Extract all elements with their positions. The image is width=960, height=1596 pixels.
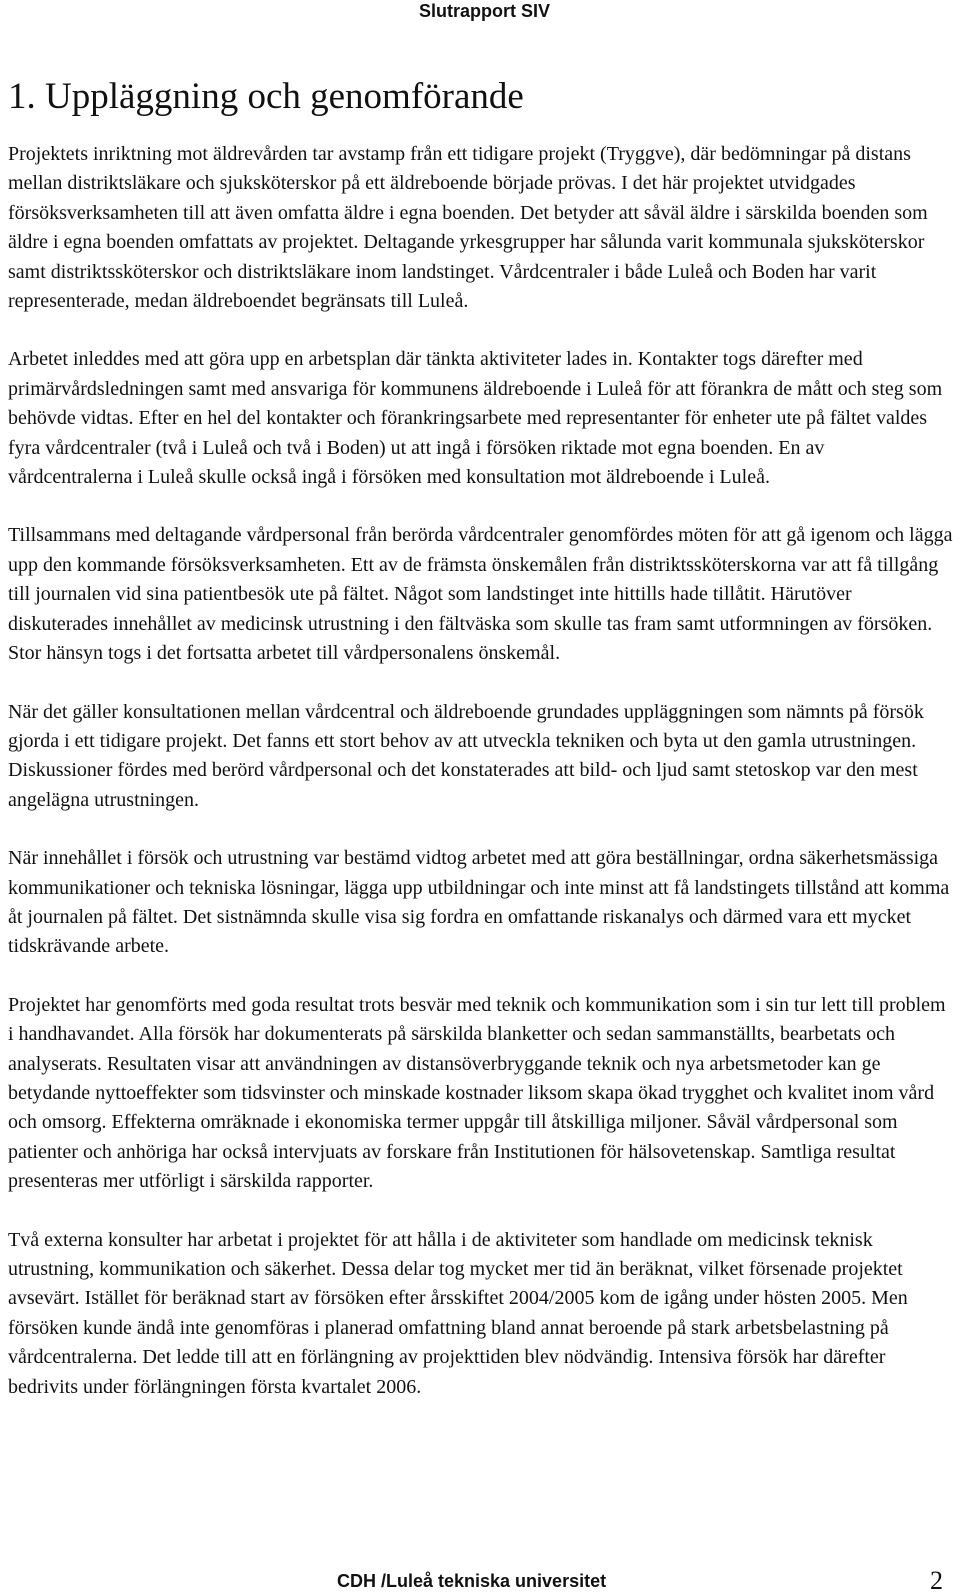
document-body <box>8 74 953 1431</box>
page-header <box>0 0 960 30</box>
page-number: 2 <box>930 1566 943 1595</box>
chapter-heading: 1. Uppläggning och genomförande <box>8 76 524 117</box>
report-title: Slutrapport SIV <box>419 1 551 21</box>
paragraph-1: Projektets inriktning mot äldrevården tar avstamp från ett tidigare projekt (Tryggve), där bedömningar på distans mellan distriktsläkare och sjuksköterskor på ett äldreboende började prövas. I det här projektet utvidgades försöksverksamheten till att även omfatta äldre i egna boenden. Det betyder att såväl äldre i särskilda boenden som äldre i egna boenden omfattats av projektet. Deltagande yrkesgrupper har sålunda varit kommunala sjuksköterskor samt distriktssköterskor och distriktsläkare inom landstinget. Vårdcentraler i både Luleå och Boden har varit representerade, medan äldreboendet begränsats till Luleå. <box>8 143 928 313</box>
paragraph-2: Arbetet inleddes med att göra upp en arbetsplan där tänkta aktiviteter lades in. Kontakter togs därefter med primärvårdsledningen samt med ansvariga för kommunens äldreboende i Luleå för att förankra de mått och steg som behövde vidtas. Efter en hel del kontakter och förankringsarbete med representanter för enheter ute på fältet valdes fyra vårdcentraler (två i Luleå och två i Boden) ut att ingå i försöken riktade mot egna boenden. En av vårdcentralerna i Luleå skulle också ingå i försöken med konsultation mot äldreboende i Luleå. <box>8 348 943 489</box>
page-footer <box>0 1568 960 1596</box>
paragraph-3: Tillsammans med deltagande vårdpersonal från berörda vårdcentraler genomfördes möten för att gå igenom och lägga upp den kommande försöksverksamheten. Ett av de främsta önskemålen från distriktssköterskorna var att få tillgång till journalen vid sina patientbesök ute på fältet. Något som landstinget inte hittills hade tillåtit. Härutöver diskuterades innehållet av medicinsk utrustning i den fältväska som skulle tas fram samt utformningen av försöken. Stor hänsyn togs i det fortsatta arbetet till vårdpersonalens önskemål. <box>8 524 953 665</box>
paragraph-6: Projektet har genomförts med goda resultat trots besvär med teknik och kommunikation som i sin tur lett till problem i handhavandet. Alla försök har dokumenterats på särskilda blanketter och sedan sammanställts, bearbetats och analyserats. Resultaten visar att användningen av distansöverbryggande teknik och nya arbetsmetoder kan ge betydande nyttoeffekter som tidsvinster och minskade kostnader liksom skapa ökad trygghet och kvalitet inom vård och omsorg. Effekterna omräknade i ekonomiska termer uppgår till åtskilliga miljoner. Såväl vårdpersonal som patienter och anhöriga har också intervjuats av forskare från Institutionen för hälsovetenskap. Samtliga resultat presenteras mer utförligt i särskilda rapporter. <box>8 993 946 1193</box>
footer-institution: CDH /Luleå tekniska universitet <box>337 1571 607 1591</box>
paragraph-5: När innehållet i försök och utrustning var bestämd vidtog arbetet med att göra beställningar, ordna säkerhetsmässiga kommunikationer och tekniska lösningar, lägga upp utbildningar och inte minst att få landstingets tillstånd att komma åt journalen på fältet. Det sistnämnda skulle visa sig fordra en omfattande riskanalys och därmed vara ett mycket tidskrävande arbete. <box>8 847 950 958</box>
paragraph-7: Två externa konsulter har arbetat i projektet för att hålla i de aktiviteter som handlade om medicinsk teknisk utrustning, kommunikation och säkerhet. Dessa delar tog mycket mer tid än beräknat, vilket försenade projektet avsevärt. Istället för beräknad start av försöken efter årsskiftet 2004/2005 kom de igång under hösten 2005. Men försöken kunde ändå inte genomföras i planerad omfattning bland annat beroende på stark arbetsbelastning på vårdcentralerna. Det ledde till att en förlängning av projekttiden blev nödvändig. Intensiva försök har därefter bedrivits under förlängningen första kvartalet 2006. <box>8 1228 908 1398</box>
paragraph-4: När det gäller konsultationen mellan vårdcentral och äldreboende grundades uppläggningen som nämnts på försök gjorda i ett tidigare projekt. Det fanns ett stort behov av att utveckla tekniken och byta ut den gamla utrustningen. Diskussioner fördes med berörd vårdpersonal och det konstaterades att bild- och ljud samt stetoskop var den mest angelägna utrustningen. <box>8 700 924 811</box>
